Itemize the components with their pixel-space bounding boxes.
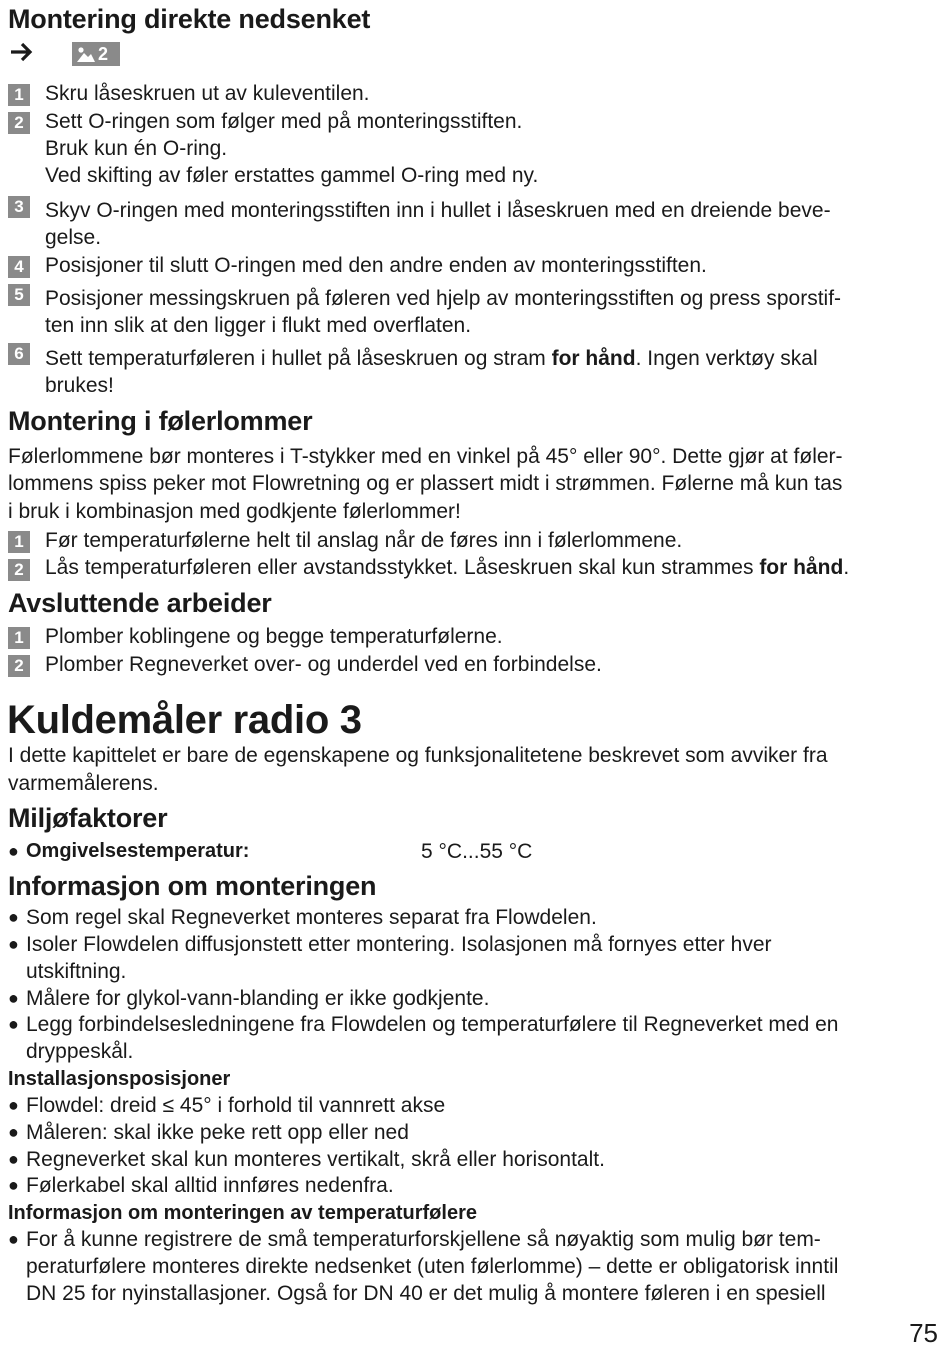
bullet-text-continued: utskiftning.	[26, 960, 127, 983]
bullet-text-continued: DN 25 for nyinstallasjoner. Også for DN 40 er det mulig å montere føleren i en spesiell	[26, 1282, 826, 1305]
step-text: Sett O-ringen som følger med på monteringsstiften.	[45, 110, 523, 133]
step-text: Før temperaturfølerne helt til anslag når de føres inn i følerlommene.	[45, 529, 683, 552]
step-text	[45, 554, 849, 581]
paragraph-line: i bruk i kombinasjon med godkjente følerlommer!	[8, 500, 461, 523]
bullet-text: Isoler Flowdelen diffusjonstett etter montering. Isolasjonen må fornyes etter hver	[26, 933, 772, 956]
step-text-continued: gelse.	[45, 226, 102, 249]
bullet-dot-icon: ●	[8, 988, 19, 1008]
step-text-continued: Bruk kun én O-ring.	[45, 137, 228, 160]
step-text: Skyv O-ringen med monteringsstiften inn i hullet i låseskruen med en dreiende beve-	[45, 199, 831, 222]
step-number-badge: 1	[8, 627, 30, 649]
step-text-part: Sett temperaturføleren i hullet på låseskruen og stram	[45, 347, 552, 370]
section-heading-final-work: Avsluttende arbeider	[8, 588, 272, 618]
section-heading-environment: Miljøfaktorer	[8, 803, 168, 833]
step-number-badge: 2	[8, 559, 30, 581]
bullet-dot-icon: ●	[8, 1122, 19, 1142]
step-number-badge: 4	[8, 256, 30, 278]
bullet-dot-icon: ●	[8, 1229, 19, 1249]
step-number-badge: 5	[8, 284, 30, 306]
subheading-install-positions: Installasjonsposisjoner	[8, 1068, 231, 1090]
step-text: Posisjoner til slutt O-ringen med den andre enden av monteringsstiften.	[45, 254, 707, 277]
spec-value: 5 °C...55 °C	[421, 840, 533, 863]
step-number-badge: 6	[8, 343, 30, 365]
bullet-text-continued: peraturfølere monteres direkte nedsenket (uten følerlomme) – dette er obligatorisk inntil	[26, 1255, 839, 1278]
bullet-text: Flowdel: dreid ≤ 45° i forhold til vannrett akse	[26, 1094, 446, 1117]
bullet-text: For å kunne registrere de små temperaturforskjellene så nøyaktig som mulig bør tem-	[26, 1228, 821, 1251]
figure-number: 2	[98, 44, 109, 64]
step-text: Skru låseskruen ut av kuleventilen.	[45, 82, 370, 105]
step-text-part: .	[843, 556, 850, 579]
bullet-text: Legg forbindelsesledningene fra Flowdelen og temperaturfølere til Regneverket med en	[26, 1013, 839, 1036]
bullet-dot-icon: ●	[8, 907, 19, 927]
step-text-continued: brukes!	[45, 374, 114, 397]
bullet-text-continued: dryppeskål.	[26, 1040, 134, 1063]
bullet-dot-icon: ●	[8, 1175, 19, 1195]
bullet-text: Som regel skal Regneverket monteres separat fra Flowdelen.	[26, 906, 597, 929]
bullet-text: Regneverket skal kun monteres vertikalt, skrå eller horisontalt.	[26, 1148, 605, 1171]
bullet-dot-icon: ●	[8, 934, 19, 954]
step-text-part: . Ingen verktøy skal	[635, 347, 818, 370]
bullet-text: Følerkabel skal alltid innføres nedenfra.	[26, 1174, 394, 1197]
arrow-right-icon	[9, 39, 35, 65]
image-icon	[76, 45, 96, 63]
step-number-badge: 1	[8, 531, 30, 553]
paragraph-line: Følerlommene bør monteres i T-stykker med en vinkel på 45° eller 90°. Dette gjør at føler-	[8, 445, 843, 468]
section-heading-direct-mounting: Montering direkte nedsenket	[8, 4, 371, 34]
step-number-badge: 2	[8, 112, 30, 134]
step-text-continued: Ved skifting av føler erstattes gammel O-ring med ny.	[45, 164, 539, 187]
step-text: Posisjoner messingskruen på føleren ved hjelp av monteringsstiften og press sporstif-	[45, 287, 842, 310]
bullet-dot-icon: ●	[8, 1095, 19, 1115]
step-text-emphasis: for hånd	[759, 556, 844, 579]
spec-label: Omgivelsestemperatur:	[26, 840, 250, 862]
step-text-continued: ten inn slik at den ligger i flukt med overflaten.	[45, 314, 472, 337]
step-text: Plomber koblingene og begge temperaturfølerne.	[45, 625, 503, 648]
figure-reference[interactable]	[72, 42, 120, 66]
bullet-dot-icon: ●	[8, 1149, 19, 1169]
bullet-text: Måleren: skal ikke peke rett opp eller ned	[26, 1121, 409, 1144]
subheading-sensor-mounting: Informasjon om monteringen av temperaturfølere	[8, 1202, 477, 1224]
bullet-dot-icon: ●	[8, 1014, 19, 1034]
chapter-title: Kuldemåler radio 3	[7, 698, 362, 742]
paragraph-line: varmemålerens.	[8, 772, 159, 795]
step-text-emphasis: for hånd	[551, 347, 636, 370]
step-number-badge: 2	[8, 655, 30, 677]
bullet-text: Målere for glykol-vann-blanding er ikke godkjente.	[26, 987, 490, 1010]
step-text: Plomber Regneverket over- og underdel ved en forbindelse.	[45, 653, 602, 676]
paragraph-line: I dette kapittelet er bare de egenskapene og funksjonalitetene beskrevet som avviker fra	[8, 744, 828, 767]
bullet-dot-icon: ●	[8, 841, 19, 861]
step-number-badge: 1	[8, 84, 30, 106]
paragraph-line: lommens spiss peker mot Flowretning og er plassert midt i strømmen. Følerne må kun tas	[8, 472, 843, 495]
section-heading-pocket-mounting: Montering i følerlommer	[8, 406, 313, 436]
section-heading-install-info: Informasjon om monteringen	[8, 871, 377, 901]
page-number: 75	[909, 1318, 938, 1348]
step-number-badge: 3	[8, 196, 30, 218]
step-text	[45, 345, 818, 372]
step-text-part: Lås temperaturføleren eller avstandsstykket. Låseskruen skal kun strammes	[45, 556, 760, 579]
